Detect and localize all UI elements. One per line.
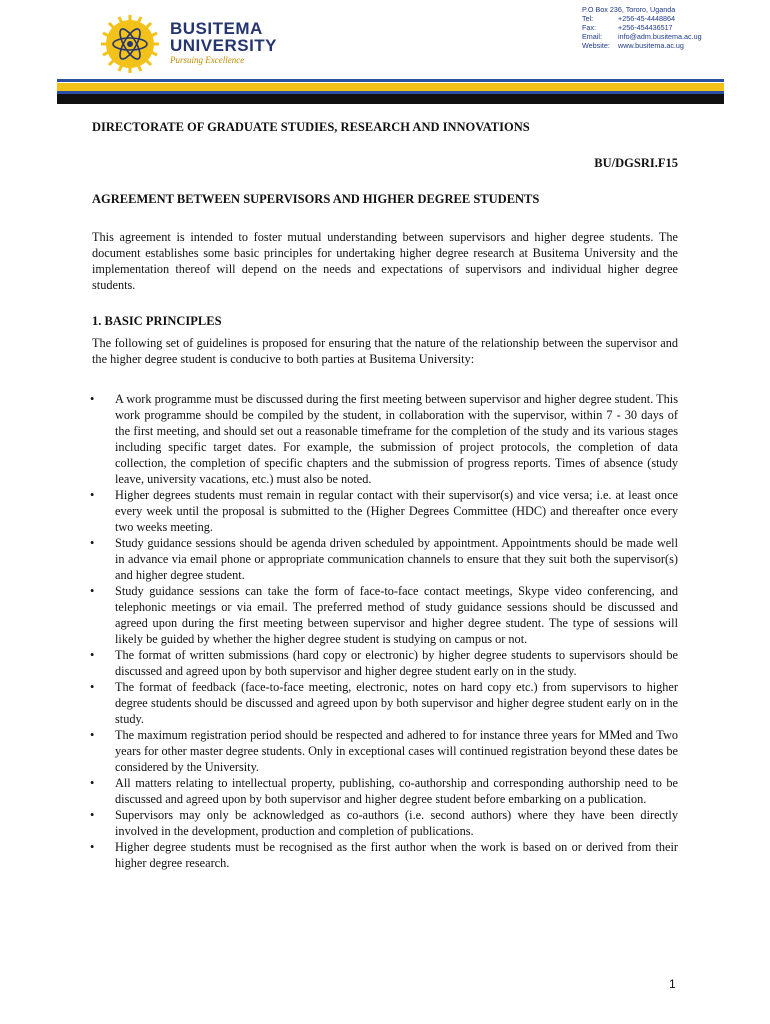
bullet-icon: • xyxy=(90,776,95,790)
list-item: • The maximum registration period should be respected and adhered to for instance three years for MMed and Two years for other master degree students. Only in exceptional cases will continued registration beyond these dates be considered by the University. xyxy=(90,728,678,774)
list-item: • Higher degrees students must remain in regular contact with their supervisor(s) and vice versa; i.e. at least once every week until the proposal is submitted to the (Higher Degrees Committee (HDC) and thereafter once every two weeks meeting. xyxy=(90,488,678,534)
bullet-icon: • xyxy=(90,728,95,742)
contact-row: P.O Box 236, Tororo, Uganda xyxy=(582,5,676,14)
university-name xyxy=(170,20,277,65)
list-item: • Supervisors may only be acknowledged as co-authors (i.e. second authors) where they have been directly involved in the development, production and completion of publications. xyxy=(90,808,678,838)
contact-row: Tel: +256-45-4448864 xyxy=(582,14,675,23)
intro-paragraph: This agreement is intended to foster mutual understanding between supervisors and higher degree students. The document establishes some basic principles for undertaking higher degree research at Busitema University and the implementation thereof will depend on the needs and expectations of supervisors and individual higher degree students. xyxy=(92,230,678,292)
header-band-black xyxy=(57,94,724,104)
form-reference: BU/DGSRI.F15 xyxy=(594,156,678,170)
bullet-icon: • xyxy=(90,680,95,694)
letterhead xyxy=(0,0,770,110)
document-heading: AGREEMENT BETWEEN SUPERVISORS AND HIGHER DEGREE STUDENTS xyxy=(92,192,540,206)
university-motto: Pursuing Excellence xyxy=(170,55,245,65)
list-item: • The format of feedback (face-to-face meeting, electronic, notes on hard copy etc.) from supervisors to higher degree students should be discussed and agreed upon by both supervisor and higher degree student early on in the study. xyxy=(90,680,678,726)
list-item: • All matters relating to intellectual property, publishing, co-authorship and corresponding authorship need to be discussed and agreed upon by both supervisor and higher degree student before embarking on a publication. xyxy=(90,776,678,806)
university-name-line1: BUSITEMA xyxy=(170,19,263,38)
page-number: 1 xyxy=(669,977,676,991)
university-name-line2: UNIVERSITY xyxy=(170,36,278,55)
contact-row: Fax: +256-454436517 xyxy=(582,23,673,32)
contact-block xyxy=(582,5,702,50)
directorate-title: DIRECTORATE OF GRADUATE STUDIES, RESEARCH AND INNOVATIONS xyxy=(92,120,530,134)
university-logo-icon xyxy=(100,14,160,74)
bullet-icon: • xyxy=(90,488,95,502)
bullet-icon: • xyxy=(90,808,95,822)
header-band-blue xyxy=(57,79,724,82)
principles-list xyxy=(92,391,678,871)
header-band-gold xyxy=(57,83,724,91)
bullet-icon: • xyxy=(90,392,95,406)
section-lead-paragraph: The following set of guidelines is proposed for ensuring that the nature of the relationship between the supervisor and the higher degree student is conducive to both parties at Busitema University: xyxy=(92,336,678,366)
section-title: 1. BASIC PRINCIPLES xyxy=(92,314,222,328)
bullet-icon: • xyxy=(90,536,95,550)
list-item: • Study guidance sessions can take the form of face-to-face contact meetings, Skype video conferencing, and telephonic meetings or via email. The preferred method of study guidance sessions should be discussed and agreed upon during the first meeting between supervisor and higher degree student. The type of sessions will likely be guided by whether the higher degree student is studying on campus or not. xyxy=(90,584,678,646)
contact-row: Website: www.busitema.ac.ug xyxy=(582,41,684,50)
bullet-icon: • xyxy=(90,648,95,662)
list-item: • Study guidance sessions should be agenda driven scheduled by appointment. Appointments should be made well in advance via email phone or appropriate communication channels to ensure that they suit both the supervisor(s) and higher degree student. xyxy=(90,536,678,582)
list-item: • Higher degree students must be recognised as the first author when the work is based on or derived from their higher degree research. xyxy=(90,840,678,870)
document-body xyxy=(92,120,678,871)
list-item: • The format of written submissions (hard copy or electronic) by higher degree students to supervisors should be discussed and agreed upon by both supervisor and higher degree student early on in the study. xyxy=(90,648,678,678)
bullet-icon: • xyxy=(90,840,95,854)
bullet-icon: • xyxy=(90,584,95,598)
list-item: • A work programme must be discussed during the first meeting between supervisor and higher degree student. This work programme should be compiled by the student, in collaboration with the supervisor, within 7 - 30 days of the first meeting, and should set out a reasonable timeframe for the completion of the study and its various stages including specific target dates. For example, the submission of project protocols, the completion of data collection, the completion of specific chapters and the submission of progress reports. Times of absence (study leave, university vacations, etc.) must also be noted. xyxy=(90,392,678,486)
contact-row: Email: info@adm.busitema.ac.ug xyxy=(582,32,702,41)
